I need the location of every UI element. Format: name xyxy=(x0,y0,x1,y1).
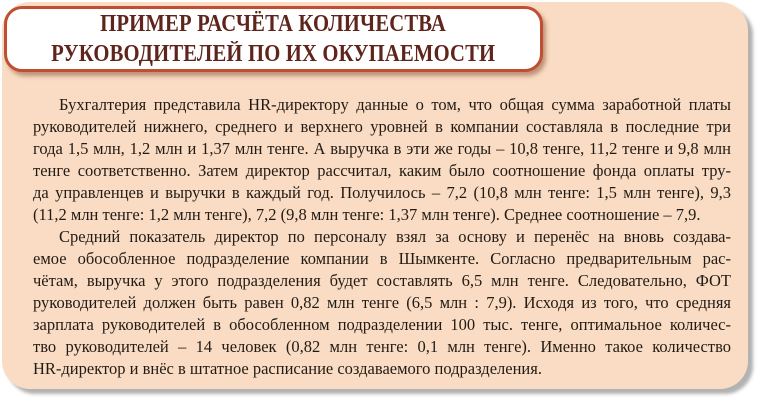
text-line xyxy=(33,248,731,270)
text-line-content: да управленцев и выручки в каждый год. Получилось – 7,2 (10,8 млн тенге: 1,5 млн тенге), 9,3 xyxy=(33,183,731,202)
text-line xyxy=(33,314,731,336)
text-line-content: тво руководителей – 14 человек (0,82 млн тенге: 0,1 млн тенге). Именно такое количество xyxy=(33,337,731,356)
title-line-2: РУКОВОДИТЕЛЕЙ ПО ИХ ОКУПАЕМОСТИ xyxy=(51,41,496,67)
text-line-content: HR-директор и внёс в штатное расписание создаваемого подразделения. xyxy=(33,359,542,378)
text-line-content: чётам, выручка у этого подразделения будет составлять 6,5 млн тенге. Следовательно, ФОТ xyxy=(33,271,731,290)
text-line-content: емое обособленное подразделение компании в Шымкенте. Согласно предварительным рас- xyxy=(33,249,731,268)
text-line xyxy=(33,336,731,358)
text-line xyxy=(33,160,731,182)
title-box xyxy=(4,6,543,72)
text-line xyxy=(33,116,731,138)
text-line-content: Бухгалтерия представила HR-директору данные о том, что общая сумма заработной платы xyxy=(59,95,731,114)
text-line-content: (11,2 млн тенге: 1,2 млн тенге), 7,2 (9,8 млн тенге: 1,37 млн тенге). Среднее соотношение – 7,9. xyxy=(33,205,701,224)
text-line-content: зарплата руководителей в обособленном подразделении 100 тыс. тенге, оптимальное количес- xyxy=(33,315,731,334)
text-line-content: руководителей должен быть равен 0,82 млн тенге (6,5 млн : 7,9). Исходя из того, что средняя xyxy=(33,293,731,312)
text-line xyxy=(33,182,731,204)
text-line xyxy=(33,138,731,160)
paragraph xyxy=(33,226,731,380)
text-line-content: тенге соответственно. Затем директор рассчитал, каким было соотношение фонда оплаты тру- xyxy=(33,161,731,180)
paragraph xyxy=(33,94,731,226)
text-line-content: руководителей нижнего, среднего и верхнего уровней в компании составляла в последние три xyxy=(33,117,731,136)
text-line xyxy=(33,292,731,314)
body-text xyxy=(33,94,731,380)
text-line-content: Средний показатель директор по персоналу взял за основу и перенёс на вновь создава- xyxy=(59,227,731,246)
text-line-content: года 1,5 млн, 1,2 млн и 1,37 млн тенге. А выручка в эти же годы – 10,8 тенге, 11,2 тенге и 9,8 млн xyxy=(33,139,731,158)
text-line xyxy=(33,270,731,292)
text-line xyxy=(33,226,731,248)
text-line xyxy=(33,358,731,380)
text-line xyxy=(33,204,731,226)
text-line xyxy=(33,94,731,116)
content-card xyxy=(2,2,748,389)
title-line-1: ПРИМЕР РАСЧЁТА КОЛИЧЕСТВА xyxy=(100,11,447,37)
